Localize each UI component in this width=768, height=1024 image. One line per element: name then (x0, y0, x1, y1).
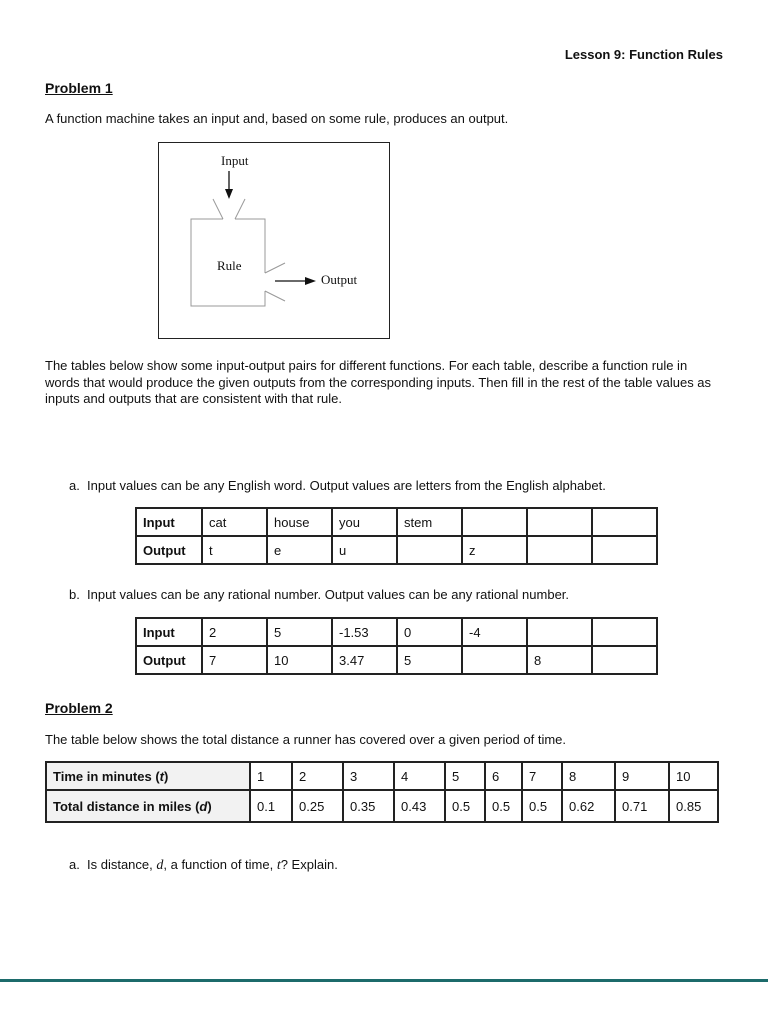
distance-cell: 0.5 (445, 790, 485, 822)
distance-cell: 0.43 (394, 790, 445, 822)
distance-cell: 0.62 (562, 790, 615, 822)
input-cell[interactable]: 5 (267, 618, 332, 646)
input-cell[interactable]: -1.53 (332, 618, 397, 646)
row-label-input: Input (136, 618, 202, 646)
time-cell: 6 (485, 762, 522, 790)
part-a-input-row (136, 508, 657, 536)
distance-cell: 0.1 (250, 790, 292, 822)
problem-2-heading: Problem 2 (45, 700, 113, 716)
time-label-text: Time in minutes ( (53, 768, 160, 784)
distance-row-label (46, 790, 250, 822)
problem-2-intro: The table below shows the total distance a runner has covered over a given period of time. (45, 732, 567, 747)
output-cell[interactable]: 5 (397, 646, 462, 674)
time-cell: 9 (615, 762, 669, 790)
output-cell[interactable] (592, 646, 657, 674)
time-row-label (46, 762, 250, 790)
input-cell[interactable] (527, 618, 592, 646)
distance-var: d (199, 798, 208, 814)
input-cell[interactable] (592, 508, 657, 536)
time-cell: 10 (669, 762, 718, 790)
output-cell[interactable]: 10 (267, 646, 332, 674)
time-cell: 4 (394, 762, 445, 790)
time-cell: 2 (292, 762, 343, 790)
part-b-table (135, 617, 658, 675)
distance-label-end: ) (207, 798, 212, 814)
function-machine-drawing (159, 143, 391, 340)
time-cell: 5 (445, 762, 485, 790)
part-a-table (135, 507, 658, 565)
diagram-output-label: Output (321, 272, 358, 287)
problem-1-intro: A function machine takes an input and, based on some rule, produces an output. (45, 111, 509, 126)
problem-1-heading: Problem 1 (45, 80, 113, 96)
var-d: d (156, 858, 164, 873)
time-cell: 1 (250, 762, 292, 790)
output-cell[interactable]: 8 (527, 646, 592, 674)
distance-label-text: Total distance in miles ( (53, 798, 200, 814)
function-machine-diagram (158, 142, 390, 339)
part-a-text: Input values can be any English word. Output values are letters from the English alphabet. (87, 478, 606, 493)
row-label-input: Input (136, 508, 202, 536)
question-part-1: Is distance, (87, 857, 157, 872)
time-row (46, 762, 718, 790)
problem-2-part-a-question (87, 857, 338, 875)
output-cell[interactable] (462, 646, 527, 674)
input-cell[interactable]: cat (202, 508, 267, 536)
output-cell[interactable]: t (202, 536, 267, 564)
output-cell[interactable]: e (267, 536, 332, 564)
time-label-end: ) (164, 768, 169, 784)
part-b-marker: b. (69, 587, 80, 602)
output-cell[interactable]: 3.47 (332, 646, 397, 674)
diagram-input-label: Input (221, 153, 249, 168)
part-b-input-row (136, 618, 657, 646)
input-cell[interactable] (592, 618, 657, 646)
distance-cell: 0.85 (669, 790, 718, 822)
output-cell[interactable]: u (332, 536, 397, 564)
distance-cell: 0.25 (292, 790, 343, 822)
time-cell: 3 (343, 762, 394, 790)
footer-divider (0, 979, 768, 982)
output-cell[interactable] (592, 536, 657, 564)
distance-cell: 0.71 (615, 790, 669, 822)
input-cell[interactable]: stem (397, 508, 462, 536)
input-cell[interactable]: you (332, 508, 397, 536)
output-cell[interactable]: 7 (202, 646, 267, 674)
distance-cell: 0.5 (485, 790, 522, 822)
part-a-output-row (136, 536, 657, 564)
distance-cell: 0.35 (343, 790, 394, 822)
row-label-output: Output (136, 646, 202, 674)
distance-time-table (45, 761, 719, 823)
input-cell[interactable]: 2 (202, 618, 267, 646)
row-label-output: Output (136, 536, 202, 564)
part-b-text: Input values can be any rational number. Output values can be any rational number. (87, 587, 570, 602)
question-part-3: ? Explain. (280, 857, 338, 872)
distance-cell: 0.5 (522, 790, 562, 822)
input-cell[interactable] (527, 508, 592, 536)
input-cell[interactable]: -4 (462, 618, 527, 646)
time-cell: 7 (522, 762, 562, 790)
input-cell[interactable]: house (267, 508, 332, 536)
question-part-2: , a function of time, (163, 857, 277, 872)
output-cell[interactable] (527, 536, 592, 564)
problem-2-part-a-marker: a. (69, 857, 80, 872)
input-cell[interactable]: 0 (397, 618, 462, 646)
part-b-output-row (136, 646, 657, 674)
input-cell[interactable] (462, 508, 527, 536)
part-a-marker: a. (69, 478, 80, 493)
distance-row (46, 790, 718, 822)
var-t: t (276, 858, 281, 873)
output-cell[interactable]: z (462, 536, 527, 564)
problem-1-instructions: The tables below show some input-output pairs for different functions. For each table, describe a function rule in words that would produce the given outputs from the corresponding inputs. Then fill in the rest of the table values as inputs and outputs that are consistent with that rule. (45, 358, 712, 406)
time-cell: 8 (562, 762, 615, 790)
output-cell[interactable] (397, 536, 462, 564)
lesson-title: Lesson 9: Function Rules (564, 47, 723, 62)
diagram-rule-label: Rule (217, 258, 242, 273)
time-var: t (159, 768, 165, 784)
